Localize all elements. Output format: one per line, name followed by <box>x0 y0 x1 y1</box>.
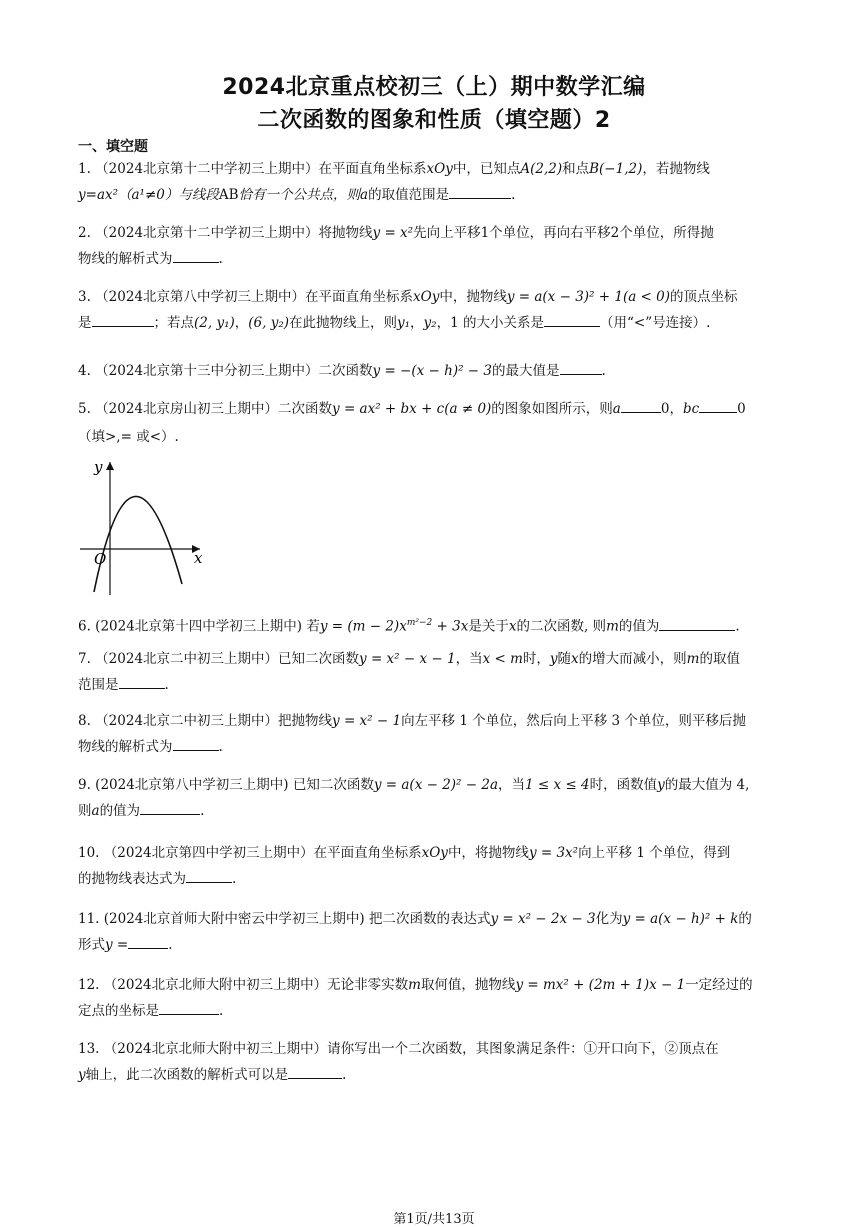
q6-math: x <box>508 618 517 635</box>
q9-math: y <box>657 777 665 793</box>
q1-text: . <box>511 187 516 203</box>
q9-text: 的最大值为 4, <box>664 777 750 793</box>
question-5 <box>78 398 790 448</box>
q12-text: 取何值，抛物线 <box>420 977 516 993</box>
q8-math: y = x² − 1 <box>332 713 402 729</box>
q3-text: （用“<”号连接）. <box>599 315 711 331</box>
section-heading: 一、填空题 <box>78 139 148 155</box>
q4-math: y = −(x − h)² − 3 <box>372 363 492 379</box>
q7-text: ，当 <box>455 651 483 667</box>
question-9 <box>78 774 790 822</box>
q9-math: y = a(x − 2)² − 2a <box>373 777 499 793</box>
q3-text: 3. （2024北京第八中学初三上期中）在平面直角坐标系 <box>78 289 414 305</box>
answer-blank[interactable] <box>140 800 200 815</box>
q5-text: 0 <box>737 401 746 417</box>
q3-math: y₂ <box>423 315 437 331</box>
q8-text: 向左平移 1 个单位，然后向上平移 3 个单位，则平移后抛 <box>401 713 746 729</box>
q5-text: （填>,= 或<）. <box>78 429 179 445</box>
q7-text: 7. （2024北京二中初三上期中）已知二次函数 <box>78 651 360 667</box>
q1-math: A(2,2) <box>520 161 563 177</box>
answer-blank[interactable] <box>544 312 600 327</box>
q8-text: . <box>218 739 223 755</box>
q7-math: x <box>571 651 579 667</box>
q11-text: 11. (2024北京首师大附中密云中学初三上期中) 把二次函数的表达式 <box>78 911 491 927</box>
q10-text: 10. （2024北京第四中学初三上期中）在平面直角坐标系 <box>78 845 422 861</box>
q9-text: 则 <box>78 803 92 819</box>
q11-text: 形式 <box>78 937 105 953</box>
q3-math: (6, y₂) <box>248 315 289 331</box>
q7-math: m <box>686 651 700 667</box>
q1-text: ，若抛物线 <box>642 161 710 177</box>
origin-label: O <box>94 550 107 568</box>
q4-text: 的最大值是 <box>492 363 560 379</box>
q7-text: 时， <box>522 651 550 667</box>
q2-text: 物线的解析式为 <box>78 251 173 267</box>
q7-math: y = x² − x − 1 <box>359 651 456 667</box>
q12-text: 定点的坐标是 <box>78 1003 159 1019</box>
q1-text: 的取值范围是 <box>368 187 450 203</box>
q13-text: 13. （2024北京北师大附中初三上期中）请你写出一个二次函数，其图象满足条件：①开口向下，②顶点在 <box>78 1041 719 1057</box>
q13-math: y <box>78 1067 86 1083</box>
y-axis-arrow <box>106 462 114 470</box>
q7-text: 的增大而减小，则 <box>578 651 687 667</box>
q12-text: 12. （2024北京北师大附中初三上期中）无论非零实数 <box>78 977 409 993</box>
question-2 <box>78 222 790 270</box>
q6-exponent: m²−2 <box>406 618 433 628</box>
answer-blank[interactable] <box>186 868 232 883</box>
q1-text: 中，已知点 <box>452 161 521 177</box>
q6-text: 是关于 <box>468 618 509 635</box>
q6-text: 6. (2024北京第十四中学初三上期中) 若 <box>78 618 320 635</box>
q5-math: a <box>612 401 621 417</box>
q9-text: 9. (2024北京第八中学初三上期中) 已知二次函数 <box>78 777 374 793</box>
q7-text: 范围是 <box>78 677 119 693</box>
q11-text: 化为 <box>595 911 623 927</box>
question-6 <box>78 612 790 638</box>
q8-text: 物线的解析式为 <box>78 739 173 755</box>
q3-math: y = a(x − 3)² + 1(a < 0) <box>506 289 671 305</box>
q1-text: 和点 <box>562 161 590 177</box>
q11-text: . <box>168 937 173 953</box>
q12-text: 一定经过的 <box>685 977 753 993</box>
q3-text: 是 <box>78 315 92 331</box>
q12-text: . <box>219 1003 224 1019</box>
q3-text: ，1 的大小关系是 <box>436 315 544 331</box>
q1-text: 1. （2024北京第十二中学初三上期中）在平面直角坐标系 <box>78 161 427 177</box>
q10-text: 向上平移 1 个单位，得到 <box>578 845 731 861</box>
document-title-line2: 二次函数的图象和性质（填空题）2 <box>257 108 611 133</box>
q1-text: AB <box>218 187 239 203</box>
q6-math: + 3x <box>432 618 469 635</box>
answer-blank[interactable] <box>659 616 735 631</box>
q8-text: 8. （2024北京二中初三上期中）把抛物线 <box>78 713 333 729</box>
q5-math: y = ax² + bx + c(a ≠ 0) <box>332 401 492 417</box>
q9-text: ，当 <box>498 777 526 793</box>
q6-text: . <box>735 618 740 635</box>
answer-blank[interactable] <box>621 398 661 413</box>
q11-math: y = <box>105 937 129 953</box>
q6-math: y = (m − 2)x <box>319 618 407 635</box>
q11-math: y = x² − 2x − 3 <box>490 911 596 927</box>
question-3 <box>78 286 790 334</box>
q2-text: . <box>218 251 223 267</box>
q1-math: xOy <box>426 161 453 177</box>
q1-math: a <box>360 187 369 203</box>
answer-blank[interactable] <box>128 934 168 949</box>
q7-text: . <box>164 677 169 693</box>
q6-text: 的值为 <box>618 618 660 635</box>
document-title-line1: 2024北京重点校初三（上）期中数学汇编 <box>222 75 646 100</box>
answer-blank[interactable] <box>159 1000 219 1015</box>
q5-text: 5. （2024北京房山初三上期中）二次函数 <box>78 401 333 417</box>
q10-text: 中，将抛物线 <box>447 845 529 861</box>
answer-blank[interactable] <box>173 248 219 263</box>
q9-math: a <box>91 803 100 819</box>
question-4 <box>78 360 790 382</box>
q11-math: y = a(x − h)² + k <box>622 911 739 927</box>
q9-text: . <box>200 803 205 819</box>
question-13 <box>78 1038 790 1086</box>
q2-text: 先向上平移1个单位，再向右平移2个单位，所得抛 <box>413 225 714 241</box>
q13-text: . <box>342 1067 347 1083</box>
answer-blank[interactable] <box>288 1064 342 1079</box>
q7-math: y <box>549 651 558 667</box>
q1-math: y=ax²（a¹≠0）与线段 <box>78 187 219 203</box>
parabola-curve <box>94 496 182 592</box>
q6-text: 的二次函数, 则 <box>516 618 607 635</box>
q4-text: . <box>601 363 606 379</box>
x-axis-label: x <box>194 549 203 567</box>
q13-text: 轴上，此二次函数的解析式可以是 <box>85 1067 289 1083</box>
answer-blank[interactable] <box>173 736 219 751</box>
q7-math: x < m <box>482 651 523 667</box>
q3-math: xOy <box>413 289 440 305</box>
page-footer: 第1页/共13页 <box>393 1212 475 1227</box>
q12-math: y = mx² + (2m + 1)x − 1 <box>515 977 686 993</box>
answer-blank[interactable] <box>699 398 737 413</box>
q4-text: 4. （2024北京第十三中分初三上期中）二次函数 <box>78 363 373 379</box>
answer-blank[interactable] <box>119 674 165 689</box>
question-10 <box>78 842 790 890</box>
q3-text: ， <box>234 315 249 331</box>
question-8 <box>78 710 790 758</box>
answer-blank[interactable] <box>92 312 154 327</box>
q3-text: 的顶点坐标 <box>670 289 738 305</box>
q5-text: 的图象如图所示，则 <box>491 401 613 417</box>
q7-text: 的取值 <box>699 651 740 667</box>
q12-math: m <box>408 977 421 993</box>
question-7 <box>78 648 790 696</box>
question-11 <box>78 908 790 956</box>
answer-blank[interactable] <box>449 184 511 199</box>
q1-math: B(−1,2) <box>589 161 643 177</box>
q5-math: bc <box>682 401 700 417</box>
q2-text: 2. （2024北京第十二中学初三上期中）将抛物线 <box>78 225 373 241</box>
q9-math: 1 ≤ x ≤ 4 <box>525 777 590 793</box>
q7-text: 随 <box>557 651 572 667</box>
question-1 <box>78 158 790 206</box>
answer-blank[interactable] <box>560 360 602 375</box>
q11-text: 的 <box>738 911 752 927</box>
q3-text: 在此抛物线上，则 <box>289 315 397 331</box>
q6-math: m <box>606 618 619 635</box>
question-12 <box>78 974 790 1022</box>
q3-math: (2, y₁) <box>194 315 235 331</box>
q1-math: 恰有一个公共点，则 <box>238 187 361 203</box>
parabola-graph <box>76 460 206 595</box>
q3-text: ；若点 <box>153 315 194 331</box>
y-axis-label: y <box>94 460 103 476</box>
q9-text: 的值为 <box>99 803 141 819</box>
q3-text: ， <box>410 315 424 331</box>
q10-math: xOy <box>421 845 448 861</box>
q10-text: 的抛物线表达式为 <box>78 871 186 887</box>
q10-text: . <box>232 871 237 887</box>
q2-math: y = x² <box>372 225 414 241</box>
q9-text: 时，函数值 <box>589 777 658 793</box>
q3-text: 中，抛物线 <box>439 289 507 305</box>
q5-text: 0， <box>660 401 683 417</box>
q3-math: y₁ <box>397 315 411 331</box>
q10-math: y = 3x² <box>528 845 579 861</box>
